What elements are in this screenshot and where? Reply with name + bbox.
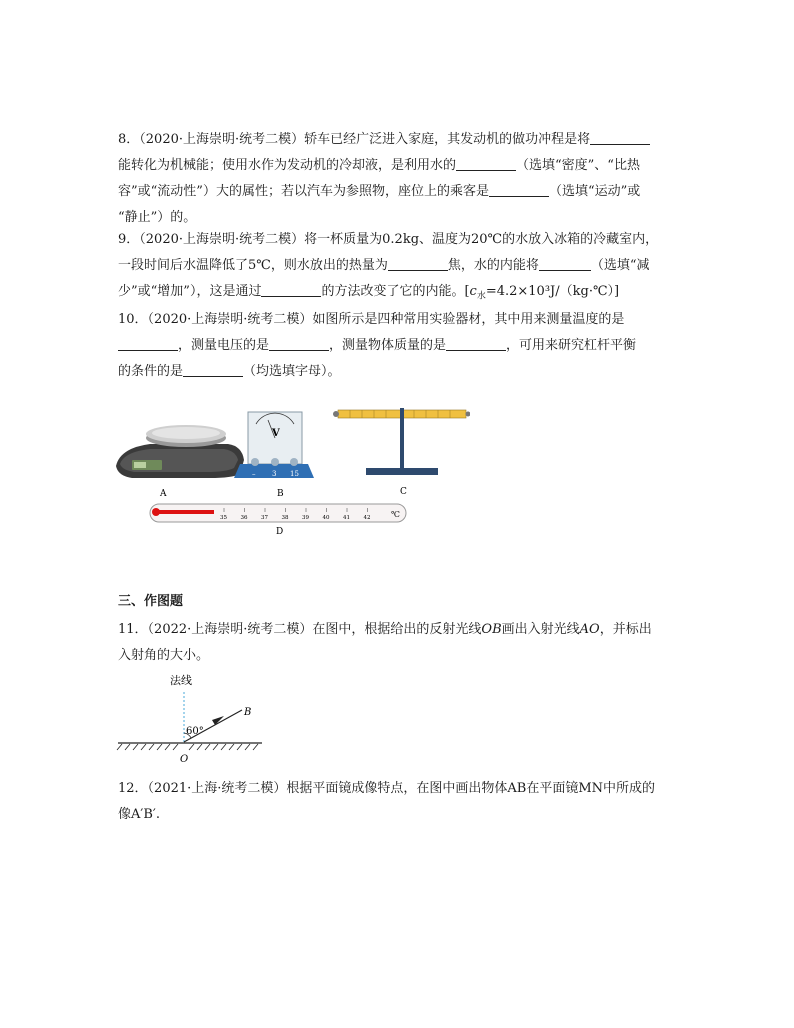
answer-blank[interactable] (456, 156, 516, 171)
q8-line-2a: 能转化为机械能；使用水作为发动机的冷却液，是利用水的 (118, 158, 457, 173)
q9-c-symbol: c (469, 284, 477, 299)
lever-stand-icon (333, 408, 470, 475)
q9-line-3b: 的方法改变了它的内能。[ (321, 284, 470, 299)
thermometer-unit: ℃ (391, 510, 400, 519)
q11-line-1c: ，并标出 (599, 622, 652, 637)
q9-line-3a: 少”或“增加”），这是通过 (118, 284, 262, 299)
q8-line-4: “静止”）的。 (118, 210, 197, 225)
q9-line-2b: 焦，水的内能将 (447, 258, 539, 273)
q12-number: 12． (118, 781, 148, 796)
q9-line-2a: 一段时间后水温降低了5℃，则水放出的热量为 (118, 258, 388, 273)
answer-blank[interactable] (489, 182, 549, 197)
section-heading: 三、作图题 (118, 594, 184, 609)
q10-number: 10． (118, 312, 148, 327)
q8-line-1: 轿车已经广泛进入家庭，其发动机的做功冲程是将 (304, 132, 591, 147)
q10-line-2a: ，测量电压的是 (178, 338, 270, 353)
point-o-label: O (180, 754, 189, 765)
point-b-label: B (244, 707, 252, 718)
q10-source: （2020·上海崇明·统考二模） (147, 312, 313, 327)
answer-blank[interactable] (269, 336, 329, 351)
question-11 (118, 617, 678, 669)
q11-number: 11． (118, 622, 148, 637)
q8-line-3a: 容”或“流动性”）大的属性；若以汽车为参照物，座位上的乘客是 (118, 184, 489, 199)
q10-line-2b: ，测量物体质量的是 (329, 338, 447, 353)
angle-label: 60° (186, 726, 204, 737)
thermometer-tick-label: 38 (281, 515, 289, 521)
answer-blank[interactable] (539, 256, 591, 271)
thermometer-tick-label: 41 (343, 515, 350, 521)
answer-blank[interactable] (388, 256, 448, 271)
instruments-figure (110, 404, 470, 540)
q12-source: （2021·上海·统考二模） (147, 781, 287, 796)
q9-source: （2020·上海崇明·统考二模） (139, 232, 305, 247)
label-c: C (400, 487, 407, 497)
mirror-hatching (117, 744, 258, 750)
voltmeter-letter: V (272, 428, 280, 439)
voltmeter-terminal-neg: – (252, 470, 256, 478)
label-b: B (277, 489, 284, 499)
q9-c-subscript: 水 (476, 291, 486, 302)
answer-blank[interactable] (590, 130, 650, 145)
q8-source: （2020·上海崇明·统考二模） (139, 132, 305, 147)
voltmeter-terminal-15: 15 (290, 470, 299, 478)
answer-blank[interactable] (446, 336, 506, 351)
electronic-balance-icon (116, 425, 244, 478)
question-12 (118, 776, 678, 828)
q8-line-3b: （选填“运动”或 (548, 184, 641, 199)
q9-line-2c: （选填“减 (590, 258, 650, 273)
answer-blank[interactable] (118, 336, 178, 351)
q11-line-2: 入射角的大小。 (118, 648, 210, 663)
answer-blank[interactable] (261, 282, 321, 297)
voltmeter-terminal-3: 3 (272, 470, 277, 478)
question-9 (118, 227, 678, 310)
label-a: A (160, 489, 167, 499)
thermometer-tick-label: 39 (302, 515, 309, 521)
q11-ao: AO (579, 622, 600, 637)
thermometer-tick-label: 42 (363, 515, 371, 521)
thermometer-tick-label: 35 (220, 515, 227, 521)
q11-line-1a: 在图中，根据给出的反射光线 (312, 622, 482, 637)
q12-line-2: 像A′B′. (118, 807, 160, 822)
question-8 (118, 127, 678, 231)
q10-line-2c: ，可用来研究杠杆平衡 (506, 338, 637, 353)
reflection-figure (112, 670, 272, 766)
thermometer-tick-label: 36 (240, 515, 248, 521)
normal-label: 法线 (170, 674, 192, 687)
thermometer-tick-label: 37 (261, 515, 268, 521)
q11-source: （2022·上海崇明·统考二模） (147, 622, 313, 637)
q10-line-1: 如图所示是四种常用实验器材，其中用来测量温度的是 (312, 312, 625, 327)
q11-ob: OB (481, 622, 502, 637)
voltmeter-icon (234, 412, 314, 478)
q9-line-3c: =4.2×10³J/（kg·℃）] (485, 284, 620, 299)
q9-number: 9． (118, 232, 140, 247)
q8-line-2b: （选填“密度”、“比热 (516, 158, 640, 173)
q9-line-1: 将一杯质量为0.2kg、温度为20℃的水放入冰箱的冷藏室内， (304, 232, 659, 247)
question-10 (118, 307, 678, 385)
q10-line-3b: （均选填字母）。 (243, 364, 341, 379)
q12-line-1: 根据平面镜成像特点，在图中画出物体AB在平面镜MN中所成的 (286, 781, 656, 796)
label-d: D (276, 527, 284, 537)
q10-line-3a: 的条件的是 (118, 364, 184, 379)
answer-blank[interactable] (183, 362, 243, 377)
q8-number: 8． (118, 132, 140, 147)
q11-line-1b: 画出入射光线 (501, 622, 580, 637)
thermometer-tick-label: 40 (322, 515, 330, 521)
